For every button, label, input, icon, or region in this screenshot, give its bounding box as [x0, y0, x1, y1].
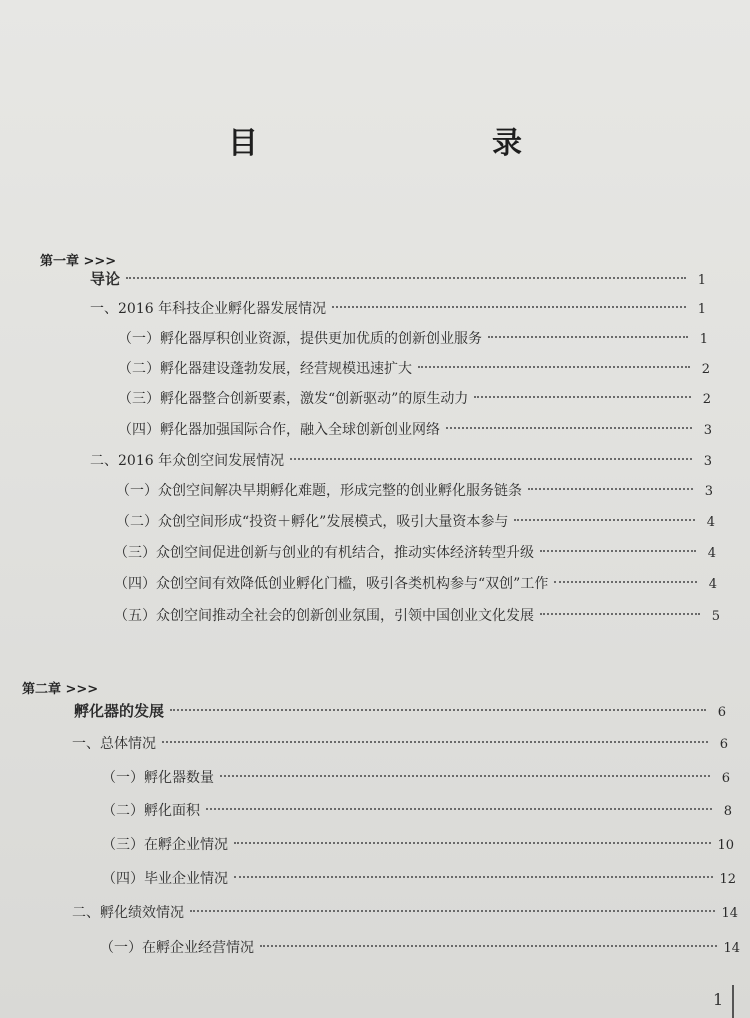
dot-leader [514, 519, 695, 521]
toc-entry-label: （一）在孵企业经营情况 [100, 940, 254, 956]
toc-entry[interactable] [74, 700, 726, 722]
toc-entry[interactable] [118, 388, 711, 410]
dot-leader [540, 550, 696, 552]
dot-leader [126, 277, 686, 279]
dot-leader [446, 427, 692, 429]
page-title: 目 录 [228, 126, 580, 161]
toc-entry[interactable] [116, 511, 715, 533]
toc-entry[interactable] [72, 902, 738, 924]
toc-entry[interactable] [72, 733, 728, 755]
toc-entry-label: （五）众创空间推动全社会的创新创业氛围，引领中国创业文化发展 [114, 608, 534, 624]
toc-entry-label: 孵化器的发展 [74, 702, 165, 720]
toc-entry-page: 3 [704, 484, 713, 499]
dot-leader [206, 808, 712, 810]
toc-entry[interactable] [118, 419, 712, 441]
dot-leader [474, 396, 691, 398]
toc-entry-page: 5 [711, 609, 720, 624]
toc-entry[interactable] [90, 268, 706, 290]
toc-entry[interactable] [102, 868, 736, 890]
toc-entry-label: （二）众创空间形成“投资＋孵化”发展模式，吸引大量资本参与 [116, 514, 509, 530]
toc-entry-page: 4 [708, 577, 717, 592]
toc-entry[interactable] [118, 358, 710, 380]
toc-entry-page: 1 [697, 302, 706, 317]
dot-leader [554, 581, 697, 583]
toc-entry-label: 一、总体情况 [72, 736, 156, 752]
toc-entry-label: （一）众创空间解决早期孵化难题，形成完整的创业孵化服务链条 [116, 483, 522, 499]
toc-entry[interactable] [102, 834, 734, 856]
toc-entry-label: （三）孵化器整合创新要素，激发“创新驱动”的原生动力 [118, 391, 469, 407]
toc-entry-page: 3 [703, 423, 712, 438]
chapter-label: 第二章 >>> [22, 682, 99, 697]
toc-entry-page: 2 [701, 362, 710, 377]
toc-entry-label: 导论 [90, 270, 121, 288]
toc-entry[interactable] [90, 298, 706, 320]
toc-entry-label: （三）在孵企业情况 [102, 837, 228, 853]
dot-leader [488, 336, 688, 338]
toc-entry-label: （四）众创空间有效降低创业孵化门槛，吸引各类机构参与“双创”工作 [114, 576, 549, 592]
toc-entry[interactable] [100, 937, 740, 959]
dot-leader [260, 945, 717, 947]
toc-entry-page: 1 [699, 332, 708, 347]
toc-entry-label: （四）毕业企业情况 [102, 871, 228, 887]
toc-entry[interactable] [116, 480, 713, 502]
toc-entry-label: （四）孵化器加强国际合作，融入全球创新创业网络 [118, 422, 440, 438]
toc-entry[interactable] [114, 542, 716, 564]
dot-leader [234, 842, 711, 844]
toc-entry-page: 1 [697, 273, 706, 288]
toc-entry-label: 一、2016 年科技企业孵化器发展情况 [90, 301, 327, 317]
dot-leader [528, 488, 693, 490]
dot-leader [418, 366, 690, 368]
toc-entry-page: 2 [702, 392, 711, 407]
dot-leader [190, 910, 715, 912]
page-edge-rule [732, 985, 734, 1018]
toc-entry-page: 4 [706, 515, 715, 530]
dot-leader [540, 613, 700, 615]
toc-entry-page: 10 [717, 838, 734, 853]
toc-entry[interactable] [90, 450, 712, 472]
chapter-label: 第一章 >>> [40, 254, 117, 269]
toc-entry[interactable] [102, 800, 732, 822]
toc-entry-label: （二）孵化器建设蓬勃发展，经营规模迅速扩大 [118, 361, 412, 377]
toc-entry-page: 3 [703, 454, 712, 469]
toc-entry-page: 4 [707, 546, 716, 561]
dot-leader [220, 775, 710, 777]
toc-entry-page: 14 [721, 906, 738, 921]
page-number: 1 [713, 990, 724, 1009]
dot-leader [332, 306, 686, 308]
toc-entry[interactable] [118, 328, 708, 350]
dot-leader [234, 876, 713, 878]
toc-entry-label: 二、孵化绩效情况 [72, 905, 184, 921]
toc-entry-page: 8 [723, 804, 732, 819]
toc-entry-page: 6 [719, 737, 728, 752]
toc-entry-label: （一）孵化器数量 [102, 770, 214, 786]
toc-entry-page: 12 [719, 872, 736, 887]
dot-leader [290, 458, 692, 460]
toc-entry-label: （三）众创空间促进创新与创业的有机结合，推动实体经济转型升级 [114, 545, 534, 561]
dot-leader [162, 741, 708, 743]
toc-entry-page: 6 [721, 771, 730, 786]
toc-entry-page: 14 [723, 941, 740, 956]
toc-entry[interactable] [114, 605, 720, 627]
toc-entry-label: （二）孵化面积 [102, 803, 200, 819]
toc-entry-label: （一）孵化器厚积创业资源，提供更加优质的创新创业服务 [118, 331, 482, 347]
dot-leader [170, 709, 706, 711]
toc-entry-label: 二、2016 年众创空间发展情况 [90, 453, 285, 469]
toc-entry[interactable] [102, 767, 730, 789]
toc-entry[interactable] [114, 573, 717, 595]
toc-entry-page: 6 [717, 705, 726, 720]
